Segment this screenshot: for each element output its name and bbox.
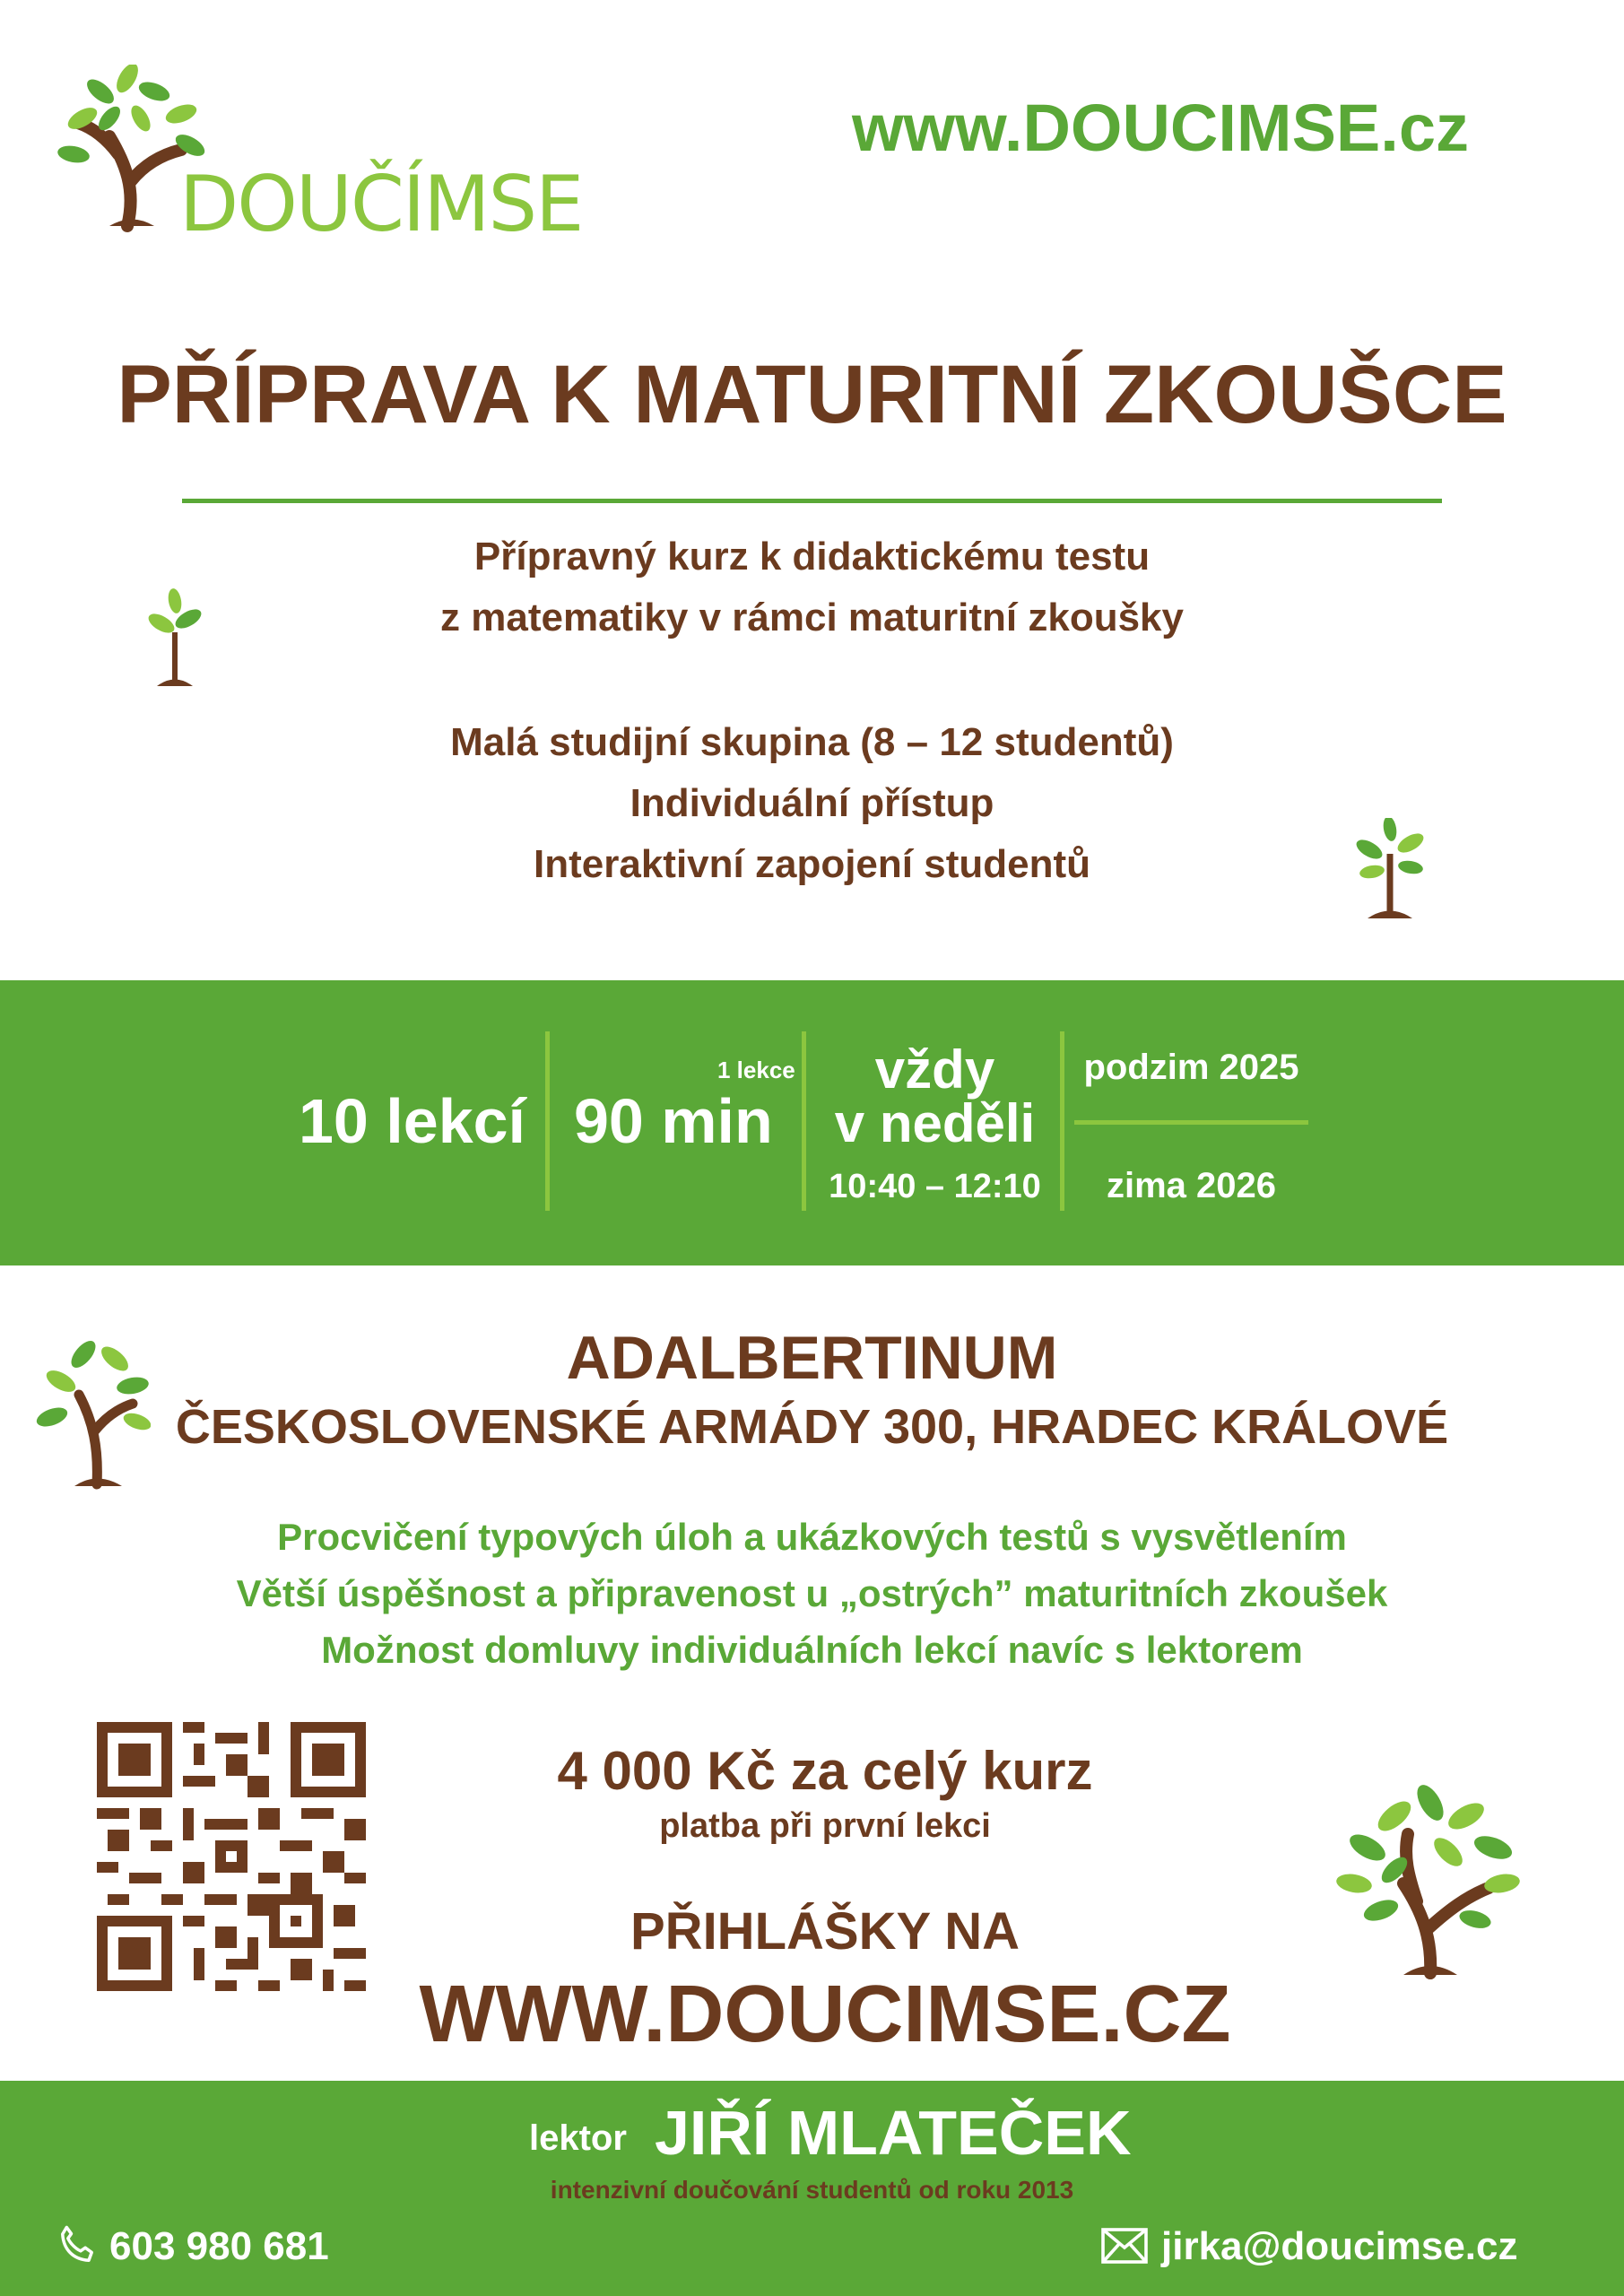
title-divider — [182, 499, 1442, 503]
band-divider — [1060, 1031, 1064, 1211]
payment-note: platba při první lekci — [659, 1807, 991, 1845]
feature-item: Interaktivní zapojení studentů — [534, 842, 1090, 886]
schedule-day-line2: v neděli — [834, 1093, 1036, 1153]
schedule-day-line1: vždy — [874, 1039, 995, 1100]
term-winter: zima 2026 — [1106, 1166, 1277, 1205]
band-divider — [802, 1031, 806, 1211]
benefit-item: Možnost domluvy individuálních lekcí navíc s lektorem — [321, 1629, 1303, 1671]
course-description-line: z matematiky v rámci maturitní zkoušky — [440, 596, 1184, 639]
feature-item: Individuální přístup — [630, 781, 994, 825]
term-autumn: podzim 2025 — [1083, 1048, 1299, 1087]
lesson-duration: 90 min — [574, 1086, 773, 1156]
term-divider — [1074, 1120, 1308, 1125]
mail-icon — [1101, 2228, 1148, 2264]
lector-name: JIŘÍ MLATEČEK — [655, 2098, 1132, 2168]
lector-tagline: intenzivní doučování studentů od roku 2013 — [550, 2176, 1074, 2204]
course-description-line: Přípravný kurz k didaktickému testu — [473, 535, 1151, 578]
site-url[interactable]: www.DOUCIMSE.cz — [852, 91, 1470, 165]
benefit-item: Větší úspěšnost a připravenost u „ostrých” maturitních zkoušek — [236, 1572, 1388, 1614]
registration-url[interactable]: WWW.DOUCIMSE.CZ — [419, 1970, 1231, 2059]
tree-icon — [1332, 1785, 1520, 1982]
page-title: PŘÍPRAVA K MATURITNÍ ZKOUŠCE — [117, 349, 1507, 440]
lesson-count: 10 lekcí — [299, 1086, 525, 1156]
schedule-time: 10:40 – 12:10 — [829, 1168, 1041, 1205]
qr-code[interactable] — [97, 1722, 366, 1991]
phone-number[interactable]: 603 980 681 — [109, 2224, 329, 2268]
venue-address: ČESKOSLOVENSKÉ ARMÁDY 300, HRADEC KRÁLOVÉ — [175, 1400, 1449, 1454]
lector-label: lektor — [529, 2118, 627, 2158]
venue-name: ADALBERTINUM — [566, 1324, 1058, 1392]
email-address[interactable]: jirka@doucimse.cz — [1161, 2224, 1518, 2268]
phone-icon — [54, 2222, 100, 2269]
lesson-unit-label: 1 lekce — [717, 1057, 795, 1083]
band-divider — [545, 1031, 550, 1211]
registration-label: PŘIHLÁŠKY NA — [630, 1902, 1020, 1961]
benefit-item: Procvičení typových úloh a ukázkových testů s vysvětlením — [277, 1516, 1347, 1558]
feature-item: Malá studijní skupina (8 – 12 studentů) — [450, 720, 1174, 764]
logo-text: DOUČÍMSE — [179, 160, 583, 249]
course-price: 4 000 Kč za celý kurz — [557, 1741, 1093, 1801]
